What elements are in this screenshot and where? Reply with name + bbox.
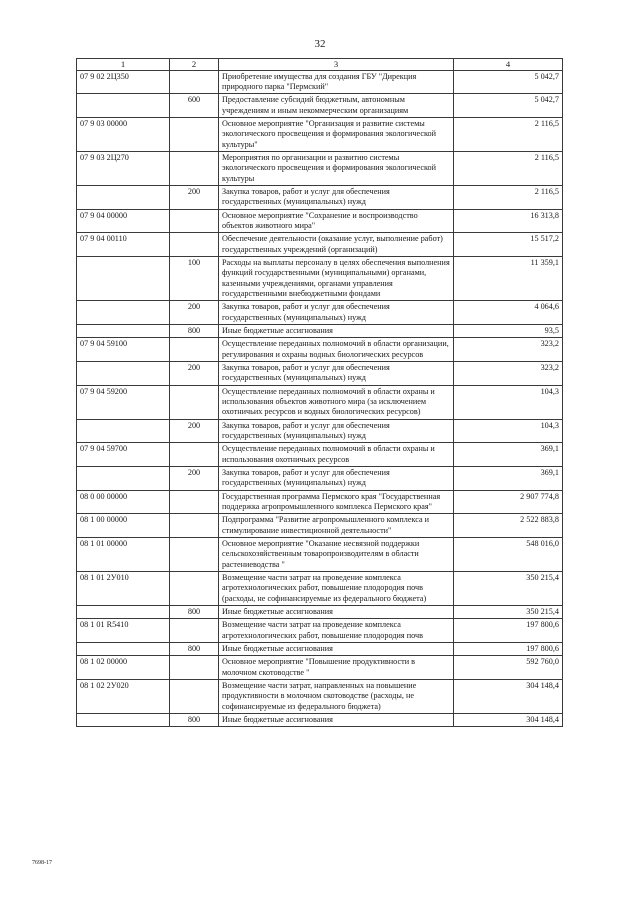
amount-cell: 2 116,5 — [454, 118, 563, 152]
column-header-expense-type: 2 — [170, 59, 219, 71]
expense-name-cell: Расходы на выплаты персоналу в целях обеспечения выполнения функций государственными (муниципальными) органами, казенными учреждениями, органами управления государственными внебюджетными фондами — [219, 257, 454, 301]
table-row — [77, 338, 563, 362]
expense-code-cell — [77, 325, 170, 338]
table-row — [77, 233, 563, 257]
column-header-code: 1 — [77, 59, 170, 71]
expense-code-cell: 08 0 00 00000 — [77, 490, 170, 514]
amount-cell: 4 064,6 — [454, 301, 563, 325]
expense-type-cell — [170, 514, 219, 538]
expense-name-cell: Мероприятия по организации и развитию системы экологического просвещения и формирования экологической культуры — [219, 152, 454, 186]
expense-name-cell: Закупка товаров, работ и услуг для обеспечения государственных (муниципальных) нужд — [219, 301, 454, 325]
expense-name-cell: Иные бюджетные ассигнования — [219, 605, 454, 618]
expense-code-cell — [77, 605, 170, 618]
expense-type-cell: 200 — [170, 362, 219, 386]
amount-cell: 2 522 883,8 — [454, 514, 563, 538]
table-row — [77, 679, 563, 713]
expense-type-cell: 200 — [170, 466, 219, 490]
expense-type-cell — [170, 619, 219, 643]
budget-table-body — [77, 70, 563, 726]
table-row — [77, 619, 563, 643]
expense-name-cell: Основное мероприятие "Сохранение и воспроизводство объектов животного мира" — [219, 209, 454, 233]
expense-type-cell: 200 — [170, 186, 219, 210]
expense-code-cell — [77, 186, 170, 210]
expense-type-cell: 800 — [170, 713, 219, 726]
amount-cell: 304 148,4 — [454, 679, 563, 713]
expense-type-cell — [170, 537, 219, 571]
amount-cell: 11 359,1 — [454, 257, 563, 301]
expense-code-cell: 08 1 01 2У010 — [77, 571, 170, 605]
expense-name-cell: Иные бюджетные ассигнования — [219, 325, 454, 338]
expense-code-cell: 07 9 04 00110 — [77, 233, 170, 257]
table-row — [77, 70, 563, 94]
amount-cell: 592 760,0 — [454, 656, 563, 680]
expense-code-cell: 07 9 04 59700 — [77, 443, 170, 467]
amount-cell: 197 800,6 — [454, 642, 563, 655]
amount-cell: 304 148,4 — [454, 713, 563, 726]
expense-type-cell — [170, 152, 219, 186]
amount-cell: 2 116,5 — [454, 152, 563, 186]
expense-type-cell — [170, 385, 219, 419]
amount-cell: 2 907 774,8 — [454, 490, 563, 514]
amount-cell: 104,3 — [454, 385, 563, 419]
expense-code-cell: 08 1 00 00000 — [77, 514, 170, 538]
expense-name-cell: Основное мероприятие "Повышение продуктивности в молочном скотоводстве " — [219, 656, 454, 680]
expense-code-cell: 08 1 01 R5410 — [77, 619, 170, 643]
table-row — [77, 209, 563, 233]
expense-code-cell — [77, 713, 170, 726]
expense-type-cell — [170, 490, 219, 514]
expense-code-cell: 07 9 04 59100 — [77, 338, 170, 362]
amount-cell: 5 042,7 — [454, 70, 563, 94]
expense-type-cell: 200 — [170, 301, 219, 325]
table-row — [77, 94, 563, 118]
table-row — [77, 257, 563, 301]
expense-type-cell — [170, 679, 219, 713]
expense-name-cell: Подпрограмма "Развитие агропромышленного комплекса и стимулирование инвестиционной деятельности" — [219, 514, 454, 538]
amount-cell: 5 042,7 — [454, 94, 563, 118]
expense-type-cell — [170, 118, 219, 152]
column-header-name: 3 — [219, 59, 454, 71]
expense-type-cell: 100 — [170, 257, 219, 301]
expense-name-cell: Возмещение части затрат на проведение комплекса агротехнологических работ, повышение плодородия почв (расходы, не софинансируемые из федерального бюджета) — [219, 571, 454, 605]
expense-type-cell — [170, 571, 219, 605]
expense-name-cell: Закупка товаров, работ и услуг для обеспечения государственных (муниципальных) нужд — [219, 186, 454, 210]
amount-cell: 548 016,0 — [454, 537, 563, 571]
expense-name-cell: Иные бюджетные ассигнования — [219, 642, 454, 655]
expense-code-cell: 07 9 03 00000 — [77, 118, 170, 152]
table-row — [77, 186, 563, 210]
amount-cell: 197 800,6 — [454, 619, 563, 643]
table-row — [77, 362, 563, 386]
expense-type-cell: 600 — [170, 94, 219, 118]
table-row — [77, 118, 563, 152]
expense-type-cell: 800 — [170, 325, 219, 338]
expense-type-cell — [170, 443, 219, 467]
budget-table — [76, 58, 563, 727]
expense-code-cell — [77, 257, 170, 301]
amount-cell: 15 517,2 — [454, 233, 563, 257]
expense-code-cell — [77, 466, 170, 490]
table-row — [77, 713, 563, 726]
expense-name-cell: Осуществление переданных полномочий в области охраны и использования объектов животного мира (за исключением охотничьих ресурсов и водных биологических ресурсов) — [219, 385, 454, 419]
expense-type-cell: 800 — [170, 642, 219, 655]
table-row — [77, 642, 563, 655]
table-row — [77, 537, 563, 571]
expense-code-cell: 08 1 01 00000 — [77, 537, 170, 571]
table-row — [77, 443, 563, 467]
table-row — [77, 490, 563, 514]
expense-code-cell — [77, 362, 170, 386]
expense-code-cell: 07 9 02 2Ц350 — [77, 70, 170, 94]
expense-name-cell: Осуществление переданных полномочий в области организации, регулирования и охраны водных биологических ресурсов — [219, 338, 454, 362]
expense-type-cell: 200 — [170, 419, 219, 443]
expense-code-cell — [77, 301, 170, 325]
amount-cell: 2 116,5 — [454, 186, 563, 210]
expense-type-cell — [170, 209, 219, 233]
table-row — [77, 325, 563, 338]
table-row — [77, 656, 563, 680]
expense-code-cell — [77, 94, 170, 118]
table-row — [77, 152, 563, 186]
amount-cell: 16 313,8 — [454, 209, 563, 233]
table-row — [77, 301, 563, 325]
footer-document-code: 7698-17 — [32, 860, 52, 866]
expense-name-cell: Государственная программа Пермского края "Государственная поддержка агропромышленного комплекса Пермского края" — [219, 490, 454, 514]
expense-code-cell: 08 1 02 00000 — [77, 656, 170, 680]
expense-type-cell — [170, 656, 219, 680]
amount-cell: 350 215,4 — [454, 605, 563, 618]
expense-code-cell: 07 9 03 2Ц270 — [77, 152, 170, 186]
expense-name-cell: Закупка товаров, работ и услуг для обеспечения государственных (муниципальных) нужд — [219, 419, 454, 443]
table-row — [77, 419, 563, 443]
table-row — [77, 514, 563, 538]
expense-code-cell: 07 9 04 59200 — [77, 385, 170, 419]
expense-name-cell: Закупка товаров, работ и услуг для обеспечения государственных (муниципальных) нужд — [219, 466, 454, 490]
expense-name-cell: Обеспечение деятельности (оказание услуг, выполнение работ) государственных учреждений (организаций) — [219, 233, 454, 257]
expense-type-cell — [170, 70, 219, 94]
amount-cell: 350 215,4 — [454, 571, 563, 605]
table-row — [77, 571, 563, 605]
page-number: 32 — [314, 38, 326, 50]
expense-name-cell: Закупка товаров, работ и услуг для обеспечения государственных (муниципальных) нужд — [219, 362, 454, 386]
expense-name-cell: Предоставление субсидий бюджетным, автономным учреждениям и иным некоммерческим организациям — [219, 94, 454, 118]
expense-code-cell — [77, 642, 170, 655]
amount-cell: 323,2 — [454, 338, 563, 362]
expense-name-cell: Возмещение части затрат, направленных на повышение продуктивности в молочном скотоводстве (расходы, не софинансируемые из федерального бюджета) — [219, 679, 454, 713]
amount-cell: 369,1 — [454, 443, 563, 467]
expense-type-cell: 800 — [170, 605, 219, 618]
amount-cell: 93,5 — [454, 325, 563, 338]
table-row — [77, 466, 563, 490]
expense-type-cell — [170, 233, 219, 257]
column-header-amount: 4 — [454, 59, 563, 71]
expense-name-cell: Возмещение части затрат на проведение комплекса агротехнологических работ, повышение плодородия почв — [219, 619, 454, 643]
expense-name-cell: Иные бюджетные ассигнования — [219, 713, 454, 726]
expense-name-cell: Основное мероприятие "Оказание несвязной поддержки сельскохозяйственным товаропроизводителям в области растениеводства " — [219, 537, 454, 571]
expense-name-cell: Приобретение имущества для создания ГБУ "Дирекция природного парка "Пермский" — [219, 70, 454, 94]
expense-code-cell — [77, 419, 170, 443]
expense-name-cell: Осуществление переданных полномочий в области охраны и использования охотничьих ресурсов — [219, 443, 454, 467]
amount-cell: 104,3 — [454, 419, 563, 443]
table-row — [77, 605, 563, 618]
expense-code-cell: 07 9 04 00000 — [77, 209, 170, 233]
expense-type-cell — [170, 338, 219, 362]
amount-cell: 323,2 — [454, 362, 563, 386]
table-row — [77, 385, 563, 419]
amount-cell: 369,1 — [454, 466, 563, 490]
expense-name-cell: Основное мероприятие "Организация и развитие системы экологического просвещения и формирования экологической культуры" — [219, 118, 454, 152]
column-number-row — [77, 59, 563, 71]
expense-code-cell: 08 1 02 2У020 — [77, 679, 170, 713]
